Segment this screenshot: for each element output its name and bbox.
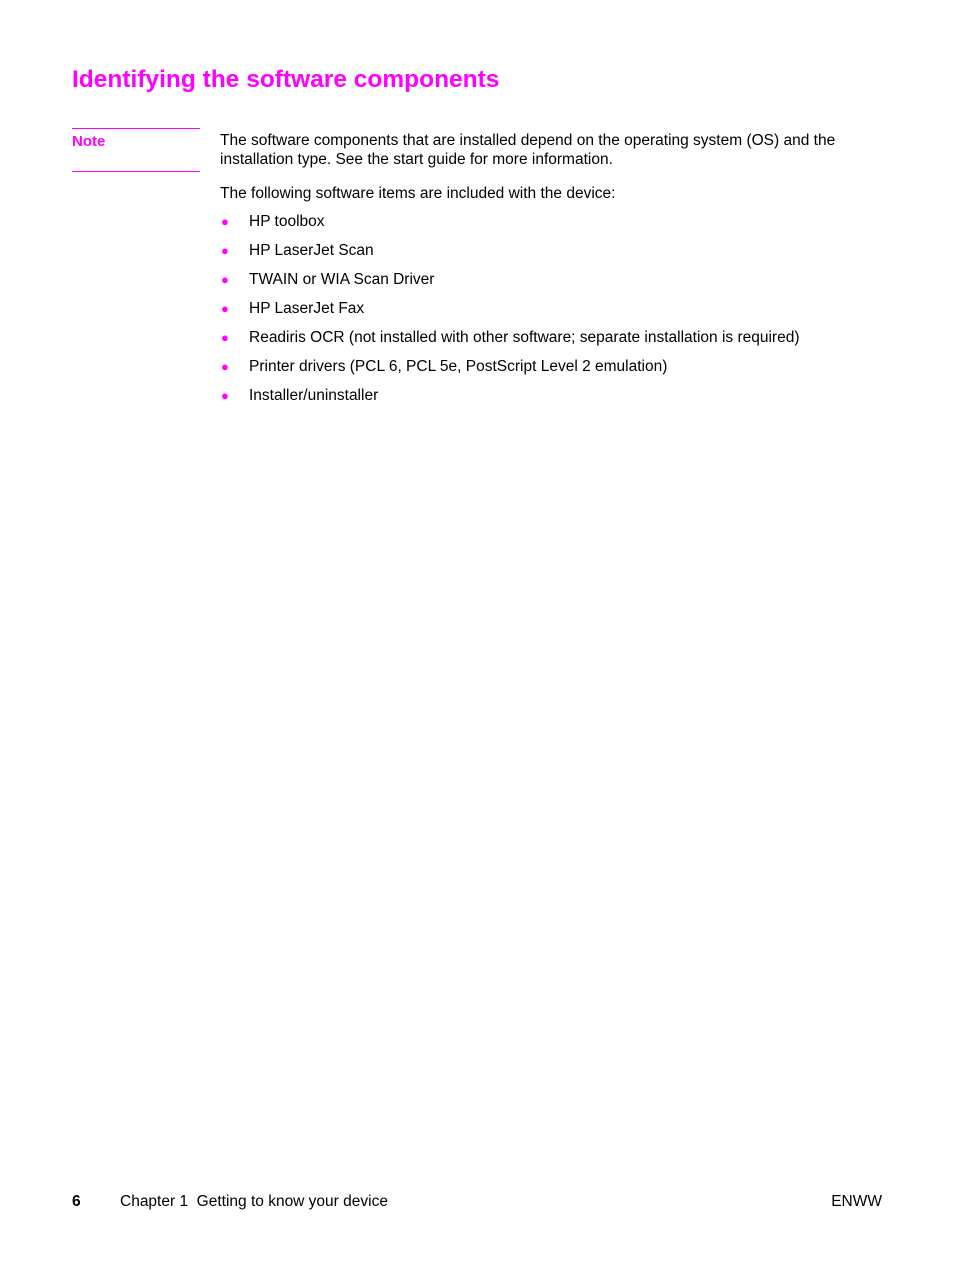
list-item-text: HP toolbox [249, 213, 325, 230]
list-item-text: Readiris OCR (not installed with other software; separate installation is required) [249, 329, 800, 346]
list-item [220, 328, 800, 357]
list-item-text: Printer drivers (PCL 6, PCL 5e, PostScript Level 2 emulation) [249, 358, 668, 375]
bullet-icon: ● [221, 330, 229, 345]
list-item [220, 357, 800, 386]
list-item [220, 386, 800, 415]
list-item [220, 299, 800, 328]
doc-code: ENWW [831, 1193, 882, 1210]
list-item [220, 241, 800, 270]
page-title: Identifying the software components [72, 66, 500, 93]
list-item [220, 212, 800, 241]
bullet-icon: ● [221, 359, 229, 374]
intro-text: The following software items are included with the device: [220, 185, 616, 202]
note-label: Note [72, 133, 106, 150]
chapter-title: Chapter 1 Getting to know your device [120, 1193, 388, 1210]
bullet-icon: ● [221, 272, 229, 287]
note-text: The software components that are installed depend on the operating system (OS) and the installation type. See the start guide for more information. [220, 132, 836, 168]
list-item-text: HP LaserJet Fax [249, 300, 365, 317]
list-item-text: Installer/uninstaller [249, 387, 379, 404]
bullet-icon: ● [221, 214, 229, 229]
page-footer [72, 1192, 882, 1212]
list-item-text: TWAIN or WIA Scan Driver [249, 271, 435, 288]
software-items-list [220, 212, 800, 415]
bullet-icon: ● [221, 301, 229, 316]
page-number: 6 [72, 1193, 81, 1210]
list-item-text: HP LaserJet Scan [249, 242, 374, 259]
note-box [72, 128, 200, 172]
bullet-icon: ● [221, 388, 229, 403]
bullet-icon: ● [221, 243, 229, 258]
list-item [220, 270, 800, 299]
